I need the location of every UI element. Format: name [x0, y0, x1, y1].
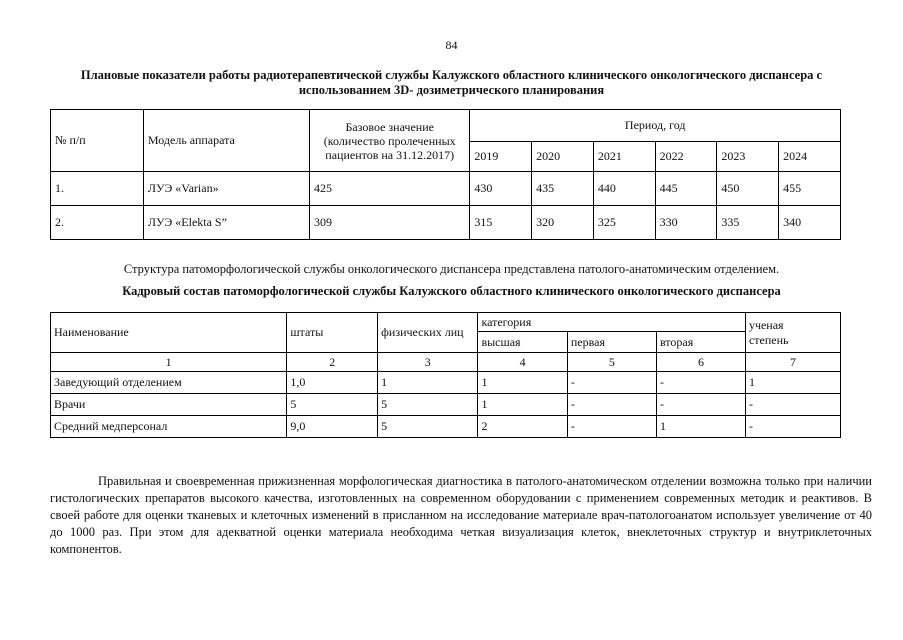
header-base-line3: пациентов на 31.12.2017): [325, 147, 455, 162]
header-period: Период, год: [470, 110, 841, 142]
header-base-value: [310, 110, 470, 172]
row-physical: 5: [378, 416, 478, 438]
row-second: -: [656, 372, 745, 394]
row-first: -: [567, 394, 656, 416]
row-model: ЛУЭ «Elekta S”: [143, 206, 309, 240]
table-row: [51, 416, 841, 438]
row-first: -: [567, 372, 656, 394]
header-staff: штаты: [287, 313, 378, 353]
header-degree: [745, 313, 840, 353]
row-name: Средний медперсонал: [51, 416, 287, 438]
header-highest: высшая: [478, 332, 567, 353]
row-highest: 2: [478, 416, 567, 438]
column-number: 4: [478, 353, 567, 372]
table-row: [51, 394, 841, 416]
header-model: Модель аппарата: [143, 110, 309, 172]
row-year-value: 325: [593, 206, 655, 240]
row-year-value: 340: [779, 206, 841, 240]
table-row: [51, 172, 841, 206]
structure-text: Структура патоморфологической службы онкологического диспансера представлена патолого-анатомическим отделением.: [123, 262, 780, 276]
row-base: 425: [310, 172, 470, 206]
row-model: ЛУЭ «Varian»: [143, 172, 309, 206]
body-paragraph: Правильная и своевременная прижизненная морфологическая диагностика в патолого-анатомическом отделении возможна только при наличии гистологических препаратов высокого качества, изготовленных на современном оборудовании с применением современных методик и реактивов. В своей работе для оценки тканевых и клеточных изменений в присланном на исследование материале врач-патологоанатом использует увеличение от 40 до 1000 раз. При этом для адекватной оценки материала необходима четкая визуализация клеток, внеклеточных структур и внутриклеточных компонентов.: [50, 474, 872, 556]
column-number: 3: [378, 353, 478, 372]
row-year-value: 430: [470, 172, 532, 206]
row-second: 1: [656, 416, 745, 438]
row-degree: -: [745, 416, 840, 438]
row-year-value: 320: [532, 206, 594, 240]
row-second: -: [656, 394, 745, 416]
header-year: 2021: [593, 142, 655, 172]
row-staff: 5: [287, 394, 378, 416]
page-number: 84: [445, 38, 458, 52]
row-year-value: 455: [779, 172, 841, 206]
row-staff: 9,0: [287, 416, 378, 438]
table-row: [51, 206, 841, 240]
row-physical: 5: [378, 394, 478, 416]
row-staff: 1,0: [287, 372, 378, 394]
row-degree: -: [745, 394, 840, 416]
column-number: 1: [51, 353, 287, 372]
row-year-value: 435: [532, 172, 594, 206]
column-number: 5: [567, 353, 656, 372]
row-year-value: 335: [717, 206, 779, 240]
row-base: 309: [310, 206, 470, 240]
header-degree-line1: ученая: [748, 317, 784, 332]
column-number: 6: [656, 353, 745, 372]
header-physical: физических лиц: [378, 313, 478, 353]
row-name: Заведующий отделением: [51, 372, 287, 394]
header-base-line1: Базовое значение: [345, 119, 434, 134]
row-name: Врачи: [51, 394, 287, 416]
column-number: 7: [745, 353, 840, 372]
header-year: 2023: [717, 142, 779, 172]
row-first: -: [567, 416, 656, 438]
staff-table: [50, 312, 841, 438]
header-category: категория: [478, 313, 746, 332]
row-highest: 1: [478, 372, 567, 394]
header-name: Наименование: [51, 313, 287, 353]
table-row: [51, 372, 841, 394]
header-base-line2: (количество пролеченных: [323, 133, 456, 148]
header-year: 2020: [532, 142, 594, 172]
header-degree-line2: степень: [748, 332, 789, 347]
staff-table-title: Кадровый состав патоморфологической службы Калужского областного клинического онкологического диспансера: [122, 284, 781, 298]
row-highest: 1: [478, 394, 567, 416]
header-year: 2019: [470, 142, 532, 172]
row-physical: 1: [378, 372, 478, 394]
row-no: 1.: [51, 172, 144, 206]
header-second: вторая: [656, 332, 745, 353]
row-year-value: 315: [470, 206, 532, 240]
radiotherapy-table-title: Плановые показатели работы радиотерапевтической службы Калужского областного клинического онкологического диспансера с использованием 3D- дозиметрического планирования: [80, 68, 823, 97]
header-year: 2022: [655, 142, 717, 172]
row-year-value: 450: [717, 172, 779, 206]
row-no: 2.: [51, 206, 144, 240]
row-year-value: 440: [593, 172, 655, 206]
row-year-value: 445: [655, 172, 717, 206]
row-year-value: 330: [655, 206, 717, 240]
header-first: первая: [567, 332, 656, 353]
column-number: 2: [287, 353, 378, 372]
row-degree: 1: [745, 372, 840, 394]
header-no: № п/п: [51, 110, 144, 172]
radiotherapy-plan-table: [50, 109, 841, 240]
header-year: 2024: [779, 142, 841, 172]
